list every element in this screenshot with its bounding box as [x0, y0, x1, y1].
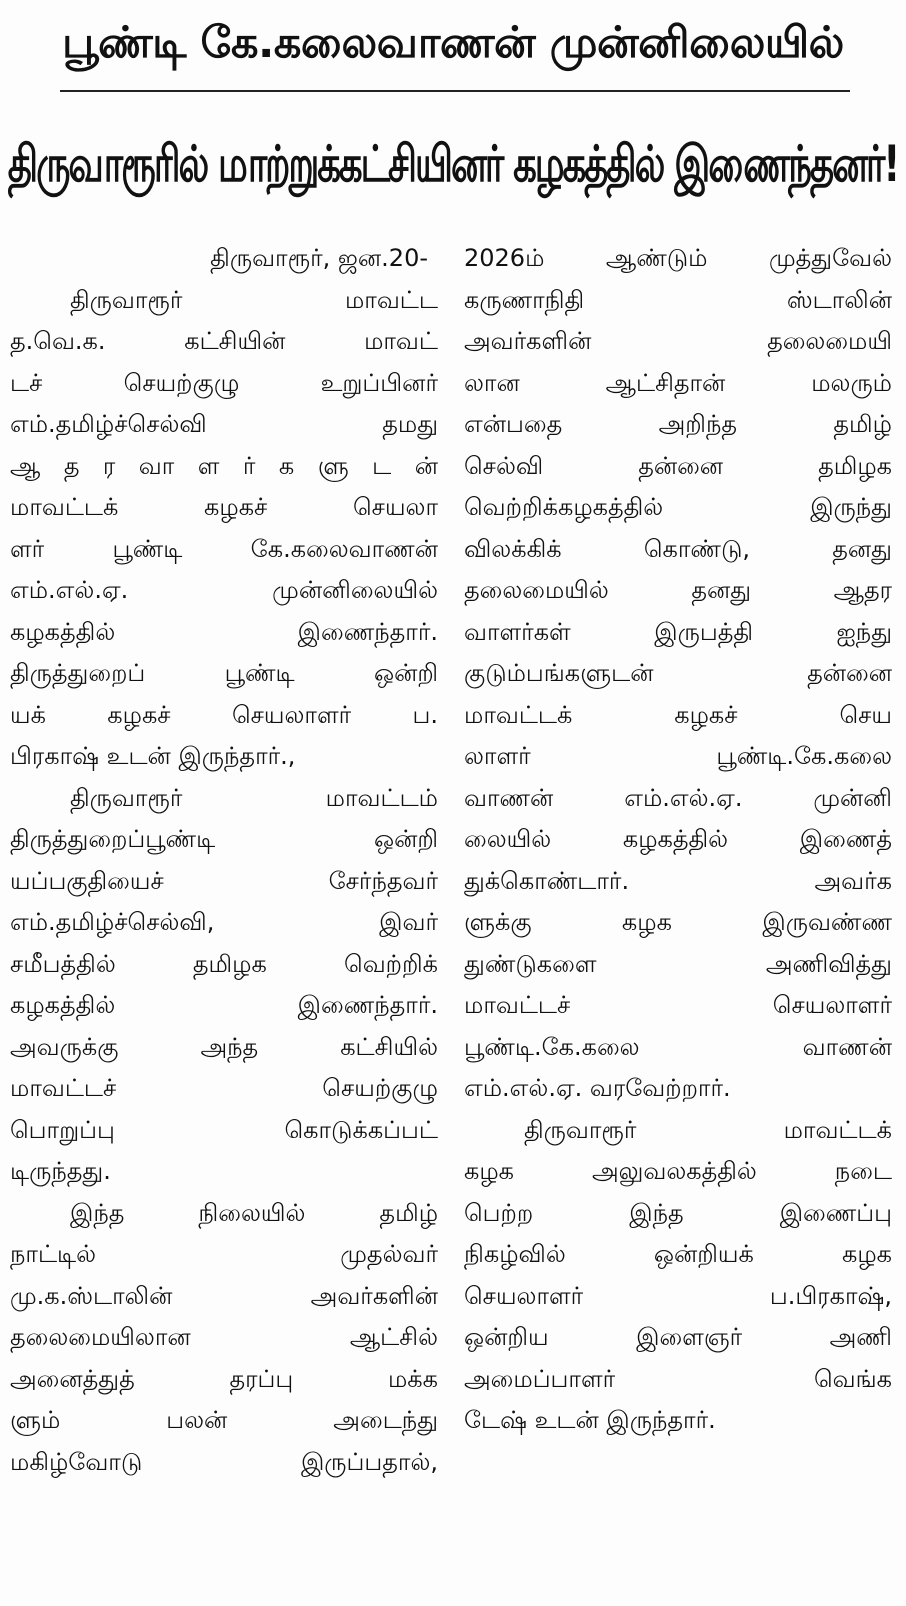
article-column-right — [464, 238, 892, 1442]
text-line: ஆ த ர வா ள ர் க ளு ட ன் — [10, 451, 438, 480]
text-line: டச் செயற்குழு உறுப்பினர் — [10, 368, 438, 397]
text-line: லான ஆட்சிதான் மலரும் — [464, 368, 892, 397]
text-line: செயலாளர் ப.பிரகாஷ், — [464, 1281, 892, 1310]
text-line: துக்கொண்டார். அவர்க — [464, 866, 892, 895]
text-line: கழக அலுவலகத்தில் நடை — [464, 1157, 892, 1185]
article-subheadline: பூண்டி கே.கலைவாணன் முன்னிலையில் — [62, 18, 844, 68]
text-line: ளர் பூண்டி கே.கலைவாணன் — [10, 534, 438, 563]
text-line: திருத்துறைப்பூண்டி ஒன்றி — [10, 825, 438, 853]
article-column-left — [10, 238, 438, 1483]
column-gutter — [450, 238, 451, 1588]
text-line: திருவாரூர் மாவட்ட — [70, 285, 438, 314]
text-line: வாணன் எம்.எல்.ஏ. முன்னி — [464, 783, 892, 812]
text-line: யக் கழகச் செயலாளர் ப. — [10, 700, 438, 729]
text-line: பொறுப்பு கொடுக்கப்பட் — [10, 1115, 438, 1144]
dateline: திருவாரூர், ஜன.20- — [210, 244, 428, 272]
text-line: மாவட்டக் கழகச் செயலா — [10, 493, 438, 521]
text-line: பெற்ற இந்த இணைப்பு — [464, 1198, 892, 1227]
text-line: துண்டுகளை அணிவித்து — [464, 949, 892, 978]
text-line: அனைத்துத் தரப்பு மக்க — [10, 1364, 438, 1393]
article-headline: திருவாரூரில் மாற்றுக்கட்சியினர் கழகத்தில் இணைந்தனர்! — [7, 135, 899, 194]
text-line: ஒன்றிய இளைஞர் அணி — [464, 1323, 892, 1351]
text-line: குடும்பங்களுடன் தன்னை — [464, 659, 892, 687]
text-line: 2026ம் ஆண்டும் முத்துவேல் — [464, 244, 892, 272]
text-line: திருவாரூர் மாவட்டக் — [524, 1115, 892, 1144]
text-line: டேஷ் உடன் இருந்தார். — [464, 1406, 716, 1434]
text-line: மாவட்டச் செயற்குழு — [10, 1074, 438, 1102]
text-line: ளும் பலன் அடைந்து — [10, 1406, 438, 1434]
text-line: திருவாரூர் மாவட்டம் — [70, 783, 438, 812]
text-line: வெற்றிக்கழகத்தில் இருந்து — [464, 493, 892, 521]
text-line: அவருக்கு அந்த கட்சியில் — [10, 1032, 438, 1061]
text-line: வாளர்கள் இருபத்தி ஐந்து — [464, 617, 892, 646]
headline-divider — [60, 90, 850, 92]
text-line: கருணாநிதி ஸ்டாலின் — [464, 285, 892, 314]
text-line: எம்.தமிழ்ச்செல்வி, இவர் — [10, 908, 438, 936]
text-line: டிருந்தது. — [10, 1157, 111, 1185]
text-line: நாட்டில் முதல்வர் — [10, 1240, 438, 1268]
text-line: யப்பகுதியைச் சேர்ந்தவர் — [10, 866, 438, 895]
text-line: கழகத்தில் இணைந்தார். — [10, 617, 438, 646]
text-line: செல்வி தன்னை தமிழக — [464, 451, 892, 480]
text-line: பிரகாஷ் உடன் இருந்தார்., — [10, 742, 296, 770]
text-line: தலைமையில் தனது ஆதர — [464, 576, 892, 604]
text-line: பூண்டி.கே.கலை வாணன் — [464, 1032, 892, 1061]
text-line: எம்.தமிழ்ச்செல்வி தமது — [10, 410, 438, 438]
text-line: விலக்கிக் கொண்டு, தனது — [464, 534, 892, 563]
text-line: எம்.எல்.ஏ. வரவேற்றார். — [464, 1074, 731, 1102]
text-line: என்பதை அறிந்த தமிழ் — [464, 410, 892, 438]
text-line: நிகழ்வில் ஒன்றியக் கழக — [464, 1240, 892, 1268]
text-line: மாவட்டக் கழகச் செய — [464, 700, 892, 729]
text-line: சமீபத்தில் தமிழக வெற்றிக் — [10, 949, 438, 978]
text-line: இந்த நிலையில் தமிழ் — [70, 1198, 438, 1227]
text-line: மாவட்டச் செயலாளர் — [464, 991, 892, 1019]
text-line: மு.க.ஸ்டாலின் அவர்களின் — [10, 1281, 438, 1310]
text-line: கழகத்தில் இணைந்தார். — [10, 991, 438, 1019]
text-line: தலைமையிலான ஆட்சில் — [10, 1323, 438, 1351]
text-line: திருத்துறைப் பூண்டி ஒன்றி — [10, 659, 438, 687]
text-line: எம்.எல்.ஏ. முன்னிலையில் — [10, 576, 438, 604]
text-line: லாளர் பூண்டி.கே.கலை — [464, 742, 892, 770]
text-line: லையில் கழகத்தில் இணைத் — [464, 825, 892, 853]
text-line: மகிழ்வோடு இருப்பதால், — [10, 1447, 438, 1476]
text-line: ளுக்கு கழக இருவண்ண — [464, 908, 892, 936]
text-line: அவர்களின் தலைமையி — [464, 327, 892, 355]
text-line: அமைப்பாளர் வெங்க — [464, 1364, 892, 1393]
text-line: த.வெ.க. கட்சியின் மாவட் — [10, 327, 438, 355]
